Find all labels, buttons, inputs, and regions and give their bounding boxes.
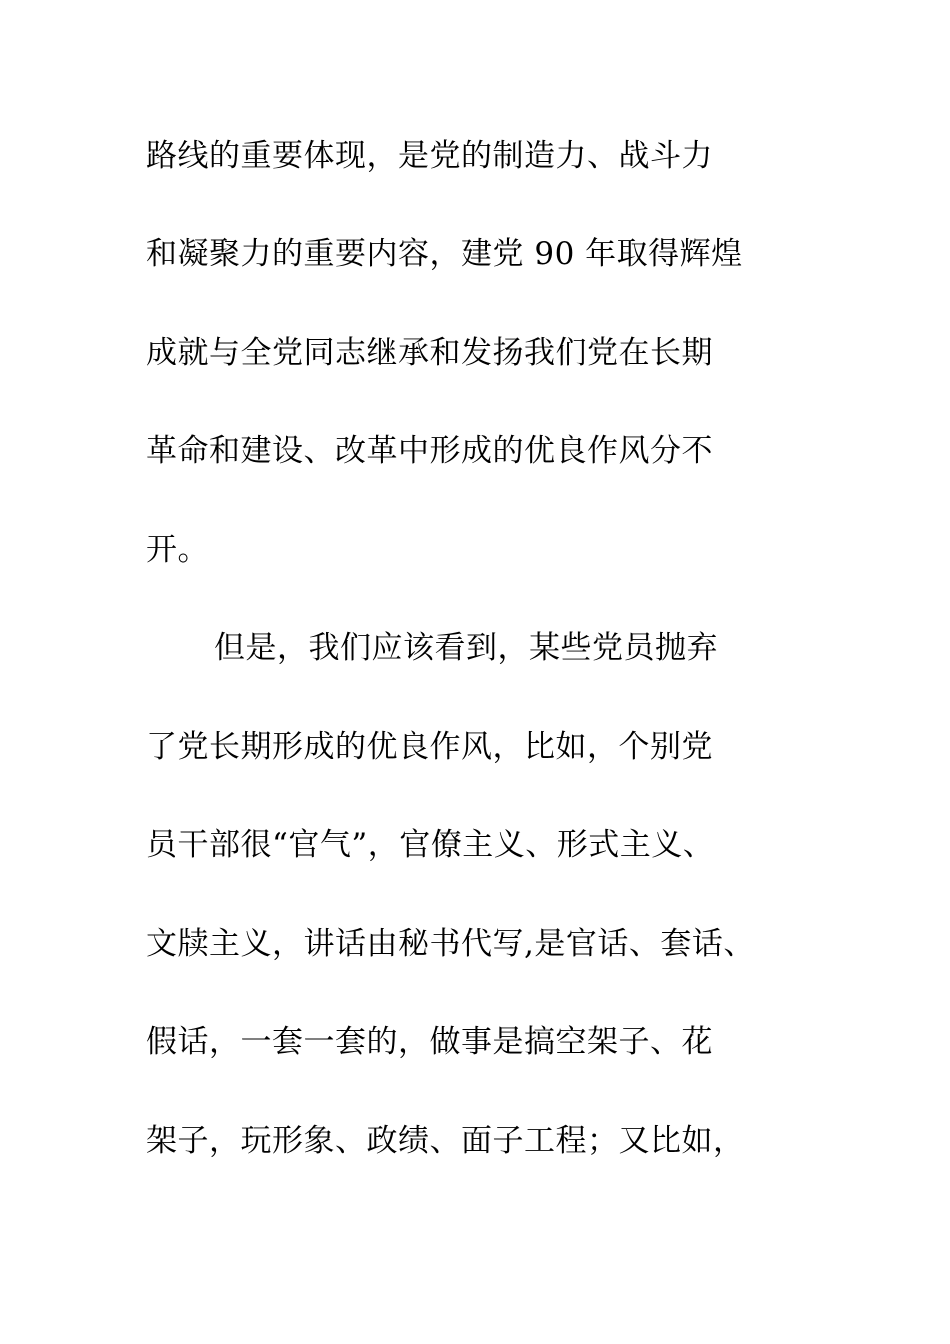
text-line: 开。 xyxy=(146,532,209,568)
text-line: 了党长期形成的优良作风，比如，个别党 xyxy=(146,729,713,765)
text-line: 革命和建设、改革中形成的优良作风分不 xyxy=(146,433,713,469)
text-line: 成就与全党同志继承和发扬我们党在长期 xyxy=(146,335,713,371)
text-line: 假话，一套一套的，做事是搞空架子、花 xyxy=(146,1024,713,1060)
text-line: 文牍主义，讲话由秘书代写,是官话、套话、 xyxy=(146,926,755,962)
text-line: 员干部很“官气”，官僚主义、形式主义、 xyxy=(146,827,715,863)
text-line: 架子，玩形象、政绩、面子工程；又比如， xyxy=(146,1123,745,1159)
text-line: 路线的重要体现，是党的制造力、战斗力 xyxy=(146,138,713,174)
paragraph-first-line: 但是，我们应该看到，某些党员抛弃 xyxy=(214,630,718,666)
text-line: 和凝聚力的重要内容，建党 90 年取得辉煌 xyxy=(146,236,743,272)
